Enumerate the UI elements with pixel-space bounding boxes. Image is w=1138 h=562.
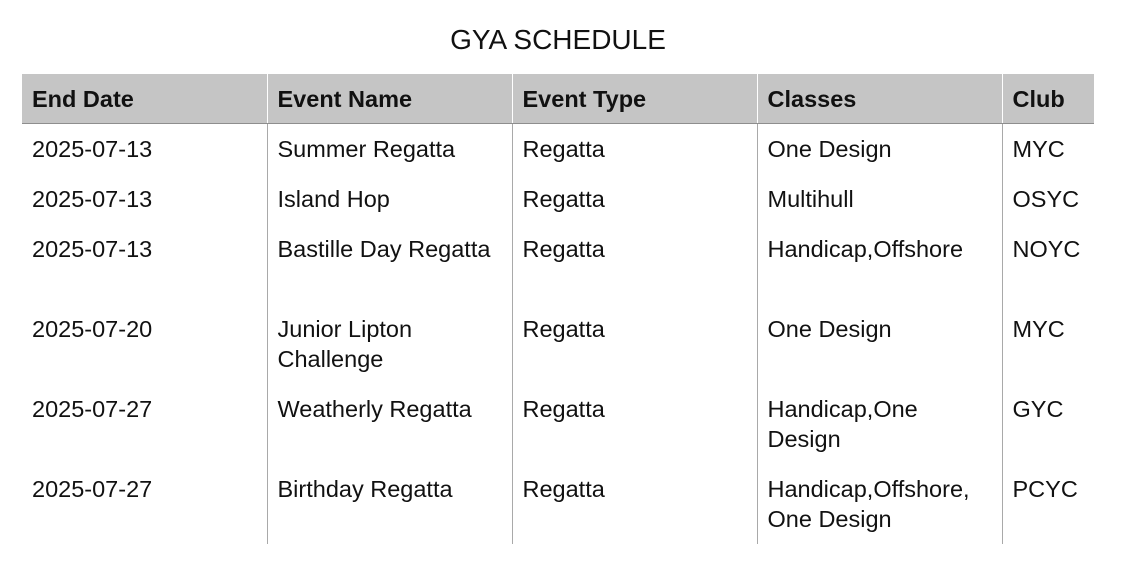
- cell-classes: Handicap,One Design: [757, 384, 1002, 464]
- table-row: [22, 304, 1094, 384]
- cell-event-type: Regatta: [512, 304, 757, 384]
- table-row: [22, 224, 1094, 304]
- cell-classes: Multihull: [757, 174, 1002, 224]
- table-row: [22, 124, 1094, 175]
- column-header-end-date: End Date: [22, 74, 267, 124]
- table-row: [22, 174, 1094, 224]
- schedule-table: [22, 74, 1094, 544]
- column-header-event-name: Event Name: [267, 74, 512, 124]
- cell-classes: Handicap,Offshore, One Design: [757, 464, 1002, 544]
- cell-event-name: Bastille Day Regatta: [267, 224, 512, 304]
- cell-event-type: Regatta: [512, 464, 757, 544]
- cell-classes: One Design: [757, 304, 1002, 384]
- cell-event-name: Weatherly Regatta: [267, 384, 512, 464]
- cell-club: MYC: [1002, 124, 1094, 175]
- cell-event-type: Regatta: [512, 384, 757, 464]
- cell-club: OSYC: [1002, 174, 1094, 224]
- cell-club: NOYC: [1002, 224, 1094, 304]
- table-header: [22, 74, 1094, 124]
- cell-event-name: Birthday Regatta: [267, 464, 512, 544]
- cell-event-type: Regatta: [512, 224, 757, 304]
- cell-event-type: Regatta: [512, 174, 757, 224]
- cell-club: MYC: [1002, 304, 1094, 384]
- table-row: [22, 384, 1094, 464]
- cell-end-date: 2025-07-27: [32, 476, 153, 502]
- cell-event-type: Regatta: [512, 124, 757, 175]
- cell-end-date: 2025-07-27: [32, 396, 153, 422]
- cell-classes: One Design: [757, 124, 1002, 175]
- column-header-event-type: Event Type: [512, 74, 757, 124]
- table-body: [22, 124, 1094, 545]
- cell-event-name: Junior Lipton Challenge: [267, 304, 512, 384]
- cell-club: GYC: [1002, 384, 1094, 464]
- table-row: [22, 464, 1094, 544]
- cell-event-name: Summer Regatta: [267, 124, 512, 175]
- cell-classes: Handicap,Offshore: [757, 224, 1002, 304]
- column-header-classes: Classes: [757, 74, 1002, 124]
- cell-end-date: 2025-07-20: [32, 316, 153, 342]
- column-header-club: Club: [1002, 74, 1094, 124]
- cell-end-date: 2025-07-13: [32, 136, 153, 162]
- cell-end-date: 2025-07-13: [32, 186, 153, 212]
- cell-club: PCYC: [1002, 464, 1094, 544]
- header-row: [22, 74, 1094, 124]
- page-title: GYA SCHEDULE: [450, 24, 666, 55]
- cell-end-date: 2025-07-13: [32, 236, 153, 262]
- cell-event-name: Island Hop: [267, 174, 512, 224]
